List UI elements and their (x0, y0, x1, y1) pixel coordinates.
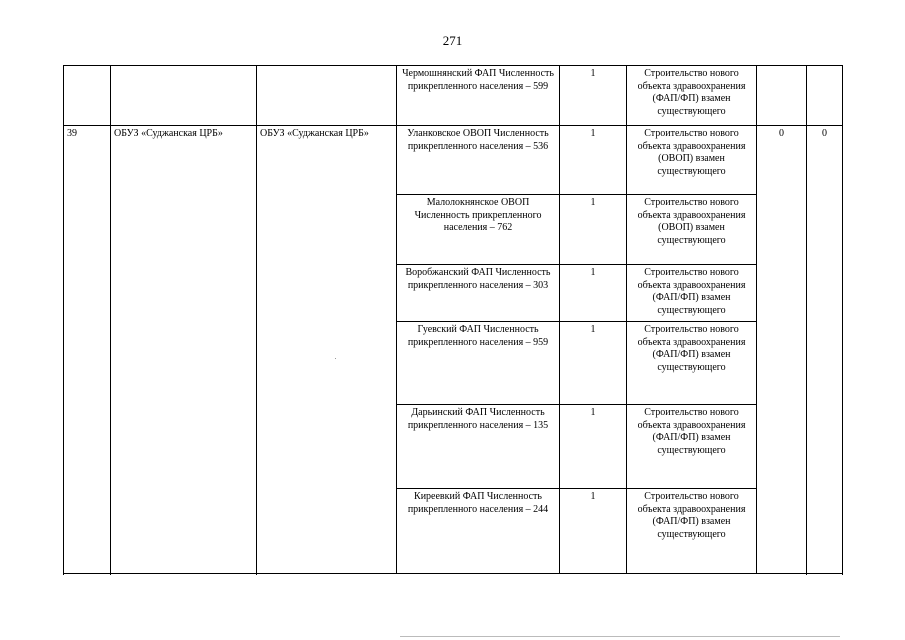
quantity-cell: 1 (560, 126, 627, 195)
object-cell: Киреевкий ФАП Численность прикрепленного населения – 244 (397, 489, 560, 574)
value-cell: 0 (757, 126, 807, 574)
organization-cell: ОБУЗ «Суджанская ЦРБ» (257, 126, 397, 574)
value-cell: 0 (807, 126, 843, 574)
action-cell: Строительство нового объекта здравоохранения (ФАП/ФП) взамен существующего (627, 265, 757, 322)
quantity-cell: 1 (560, 489, 627, 574)
quantity-cell: 1 (560, 195, 627, 265)
row-number-cell (64, 66, 111, 126)
table-row (64, 126, 843, 195)
organization-cell (257, 66, 397, 126)
object-cell: Дарьинский ФАП Численность прикрепленного населения – 135 (397, 405, 560, 489)
quantity-cell: 1 (560, 322, 627, 405)
facilities-table (63, 65, 843, 574)
action-cell: Строительство нового объекта здравоохранения (ФАП/ФП) взамен существующего (627, 322, 757, 405)
value-cell (757, 66, 807, 126)
object-cell: Гуевский ФАП Численность прикрепленного населения – 959 (397, 322, 560, 405)
quantity-cell: 1 (560, 265, 627, 322)
organization-cell: ОБУЗ «Суджанская ЦРБ» (111, 126, 257, 574)
action-cell: Строительство нового объекта здравоохранения (ОВОП) взамен существующего (627, 126, 757, 195)
table-row (64, 66, 843, 126)
action-cell: Строительство нового объекта здравоохранения (ФАП/ФП) взамен существующего (627, 405, 757, 489)
page-number: 271 (442, 33, 463, 48)
row-number-cell: 39 (64, 126, 111, 574)
object-cell: Малолокнянское ОВОП Численность прикрепленного населения – 762 (397, 195, 560, 265)
object-cell: Воробжанский ФАП Численность прикрепленного населения – 303 (397, 265, 560, 322)
action-cell: Строительство нового объекта здравоохранения (ОВОП) взамен существующего (627, 195, 757, 265)
scan-edge-line (400, 636, 840, 637)
scan-speck (335, 358, 336, 359)
quantity-cell: 1 (560, 66, 627, 126)
object-text: Чермошнянский ФАП Численность прикрепленного населения – 599 (402, 68, 554, 92)
action-cell: Строительство нового объекта здравоохранения (ФАП/ФП) взамен существующего (627, 66, 757, 126)
action-cell: Строительство нового объекта здравоохранения (ФАП/ФП) взамен существующего (627, 489, 757, 574)
value-cell (807, 66, 843, 126)
object-cell (397, 66, 560, 126)
quantity-cell: 1 (560, 405, 627, 489)
object-cell: Уланковское ОВОП Численность прикрепленного населения – 536 (397, 126, 560, 195)
organization-cell (111, 66, 257, 126)
